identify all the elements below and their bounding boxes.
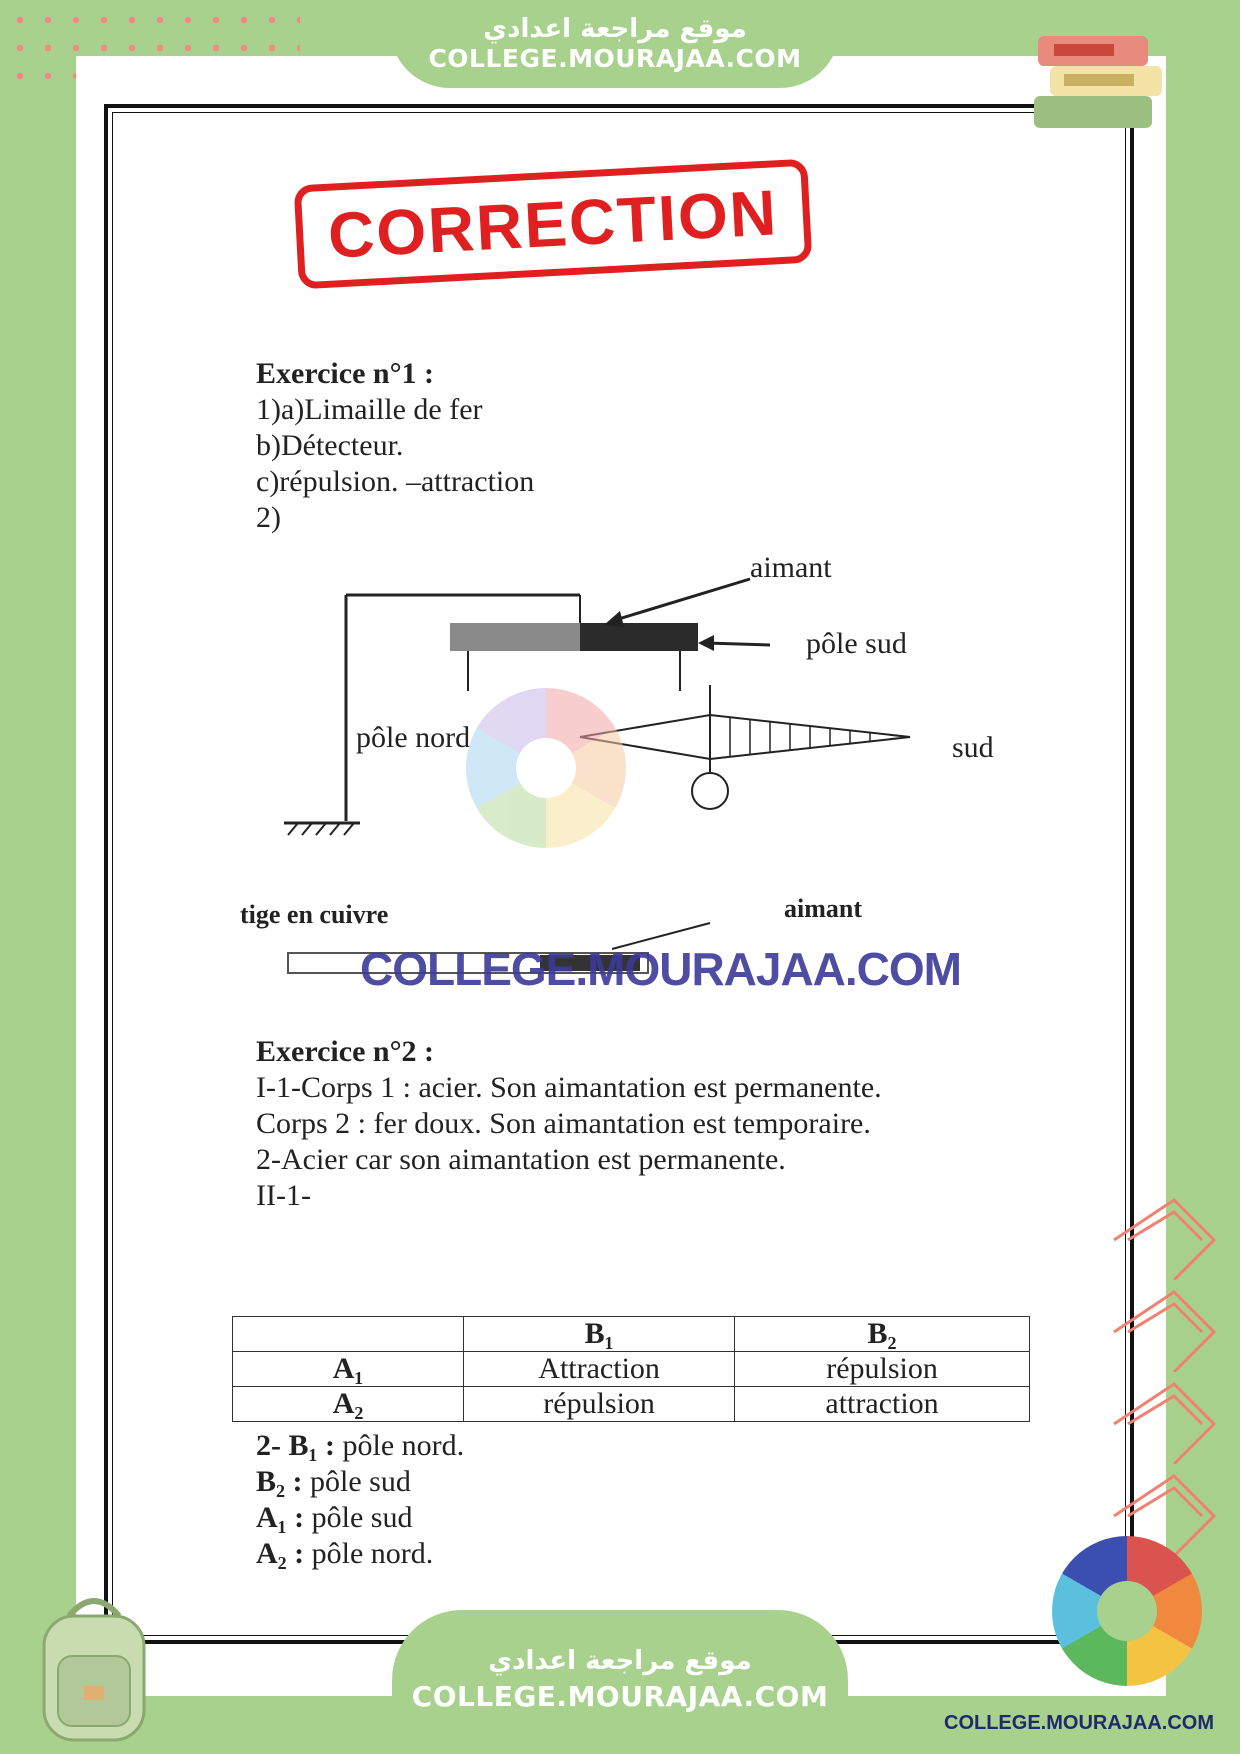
table-row xyxy=(233,1352,1030,1387)
table-row-header: A₁ xyxy=(233,1352,464,1387)
label-pole-nord: pôle nord xyxy=(356,721,471,754)
table-cell: Attraction xyxy=(464,1352,735,1387)
label-aimant-2: aimant xyxy=(784,894,862,923)
footer-tab xyxy=(392,1610,848,1754)
exercise-2-line: Corps 2 : fer doux. Son aimantation est temporaire. xyxy=(256,1107,871,1140)
table-header-cell: B₂ xyxy=(735,1317,1030,1352)
label-sud: sud xyxy=(952,731,994,764)
watermark-site: COLLEGE.MOURAJAA.COM xyxy=(360,943,961,995)
chevron-decoration-icon xyxy=(1104,1374,1224,1464)
magnet-diagram xyxy=(240,545,1020,995)
exercise-2-title: Exercice n°2 : xyxy=(256,1035,435,1068)
exercise-1 xyxy=(256,356,1008,536)
label-pole-sud: pôle sud xyxy=(806,627,907,660)
table-cell: répulsion xyxy=(464,1387,735,1422)
exercise-1-title: Exercice n°1 : xyxy=(256,357,435,390)
answer-line: A₂ : pôle nord. xyxy=(256,1537,434,1570)
table-row xyxy=(233,1387,1030,1422)
footer-arabic-title: موقع مراجعة اعدادي xyxy=(488,1646,752,1676)
backpack-icon xyxy=(24,1586,164,1746)
label-aimant: aimant xyxy=(750,551,832,584)
table-header-cell: B₁ xyxy=(464,1317,735,1352)
site-logo[interactable] xyxy=(1052,1536,1202,1686)
answer-line: B₂ : pôle sud xyxy=(256,1465,411,1498)
table-row xyxy=(233,1317,1030,1352)
correction-stamp: CORRECTION xyxy=(294,159,813,290)
exercise-1-line: 2) xyxy=(256,501,281,534)
chevron-decoration-icon xyxy=(1104,1190,1224,1280)
exercise-2-line: 2-Acier car son aimantation est permanente. xyxy=(256,1143,786,1176)
answers xyxy=(256,1428,1008,1572)
exercise-2 xyxy=(256,1034,1008,1214)
chevron-decoration-icon xyxy=(1104,1282,1224,1372)
exercise-1-line: b)Détecteur. xyxy=(256,429,404,462)
header-site-name[interactable]: COLLEGE.MOURAJAA.COM xyxy=(428,44,802,73)
table-cell: attraction xyxy=(735,1387,1030,1422)
magnet-north-half xyxy=(450,623,580,651)
answer-line: A₁ : pôle sud xyxy=(256,1501,413,1534)
table-cell: répulsion xyxy=(735,1352,1030,1387)
exercise-2-line: I-1-Corps 1 : acier. Son aimantation est permanente. xyxy=(256,1071,882,1104)
poles-table xyxy=(232,1316,1030,1422)
footer-logo-site[interactable]: COLLEGE.MOURAJAA.COM xyxy=(944,1712,1214,1734)
exercise-1-line: 1)a)Limaille de fer xyxy=(256,393,483,426)
exercise-2-line: II-1- xyxy=(256,1179,311,1212)
table-cell xyxy=(233,1317,464,1352)
footer-site-name[interactable]: COLLEGE.MOURAJAA.COM xyxy=(411,1680,829,1713)
header-tab xyxy=(390,0,840,88)
watermark-logo xyxy=(466,688,626,848)
header-arabic-title: موقع مراجعة اعدادي xyxy=(483,14,747,44)
magnet-south-half xyxy=(580,623,698,651)
table-row-header: A₂ xyxy=(233,1387,464,1422)
exercise-1-line: c)répulsion. –attraction xyxy=(256,465,535,498)
answer-line: 2- B₁ : pôle nord. xyxy=(256,1429,465,1462)
books-icon xyxy=(1030,22,1180,142)
label-tige-cuivre: tige en cuivre xyxy=(240,900,389,929)
